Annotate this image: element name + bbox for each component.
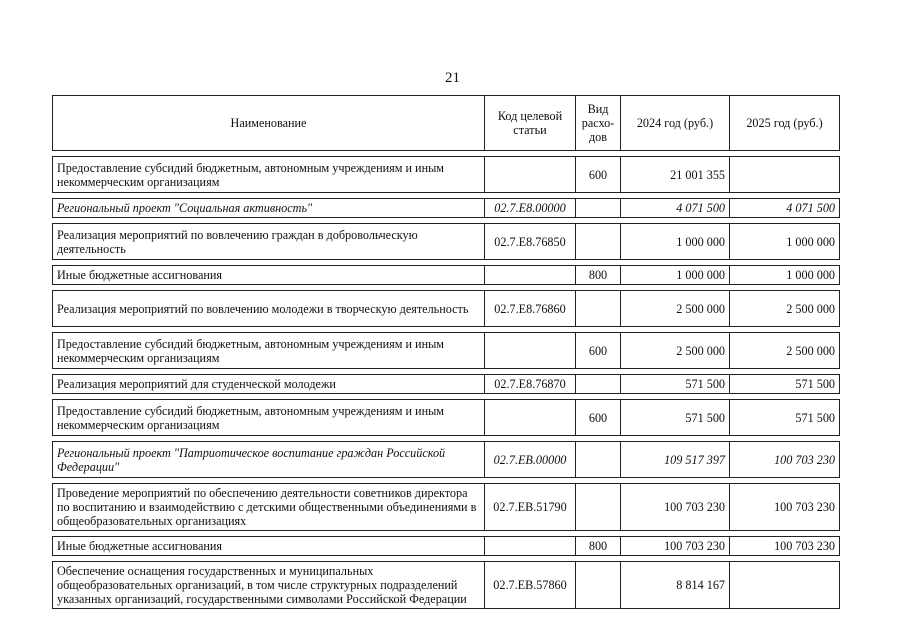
table-row [53,157,840,193]
cell-code [485,537,576,556]
cell-2025: 2 500 000 [730,291,840,327]
cell-name: Обеспечение оснащения государственных и муниципальных общеобразовательных организаций, в том числе структурных подразделений указанных организаций, государственными символами Российской Федерации [53,562,485,609]
cell-kind: 600 [576,157,621,193]
header-kind: Вид расхо-дов [576,96,621,151]
cell-2025: 100 703 230 [730,484,840,531]
cell-name: Реализация мероприятий для студенческой молодежи [53,375,485,394]
cell-name: Региональный проект "Патриотическое воспитание граждан Российской Федерации" [53,442,485,478]
cell-name: Предоставление субсидий бюджетным, автономным учреждениям и иным некоммерческим организациям [53,400,485,436]
cell-2025 [730,562,840,609]
cell-code [485,266,576,285]
cell-2024: 571 500 [621,375,730,394]
header-2025: 2025 год (руб.) [730,96,840,151]
cell-name: Реализация мероприятий по вовлечению молодежи в творческую деятельность [53,291,485,327]
cell-kind: 600 [576,333,621,369]
cell-kind: 600 [576,400,621,436]
cell-name: Иные бюджетные ассигнования [53,266,485,285]
cell-kind [576,442,621,478]
cell-2024: 109 517 397 [621,442,730,478]
cell-2025: 100 703 230 [730,442,840,478]
cell-code: 02.7.Е8.76870 [485,375,576,394]
cell-kind [576,224,621,260]
cell-2025: 100 703 230 [730,537,840,556]
table-row [53,199,840,218]
table-row [53,537,840,556]
cell-kind [576,562,621,609]
cell-name: Проведение мероприятий по обеспечению деятельности советников директора по воспитанию и взаимодействию с детскими общественными объединениями в общеобразовательных организациях [53,484,485,531]
cell-2025 [730,157,840,193]
cell-code [485,400,576,436]
cell-2024: 1 000 000 [621,266,730,285]
cell-kind [576,484,621,531]
table-row [53,291,840,327]
header-name: Наименование [53,96,485,151]
header-2024: 2024 год (руб.) [621,96,730,151]
table-row [53,562,840,609]
cell-kind: 800 [576,537,621,556]
cell-code [485,333,576,369]
cell-code: 02.7.ЕВ.51790 [485,484,576,531]
cell-name: Региональный проект "Социальная активность" [53,199,485,218]
cell-code: 02.7.Е8.76850 [485,224,576,260]
budget-table [52,95,840,609]
cell-2025: 1 000 000 [730,266,840,285]
table-row [53,266,840,285]
cell-name: Предоставление субсидий бюджетным, автономным учреждениям и иным некоммерческим организациям [53,333,485,369]
cell-2025: 1 000 000 [730,224,840,260]
cell-kind [576,199,621,218]
cell-code: 02.7.Е8.00000 [485,199,576,218]
cell-code [485,157,576,193]
cell-kind: 800 [576,266,621,285]
cell-2024: 1 000 000 [621,224,730,260]
cell-2024: 4 071 500 [621,199,730,218]
table-header-row [53,96,840,151]
cell-2024: 571 500 [621,400,730,436]
cell-name: Иные бюджетные ассигнования [53,537,485,556]
header-code: Код целевой статьи [485,96,576,151]
cell-2024: 2 500 000 [621,333,730,369]
cell-2024: 8 814 167 [621,562,730,609]
table-row [53,400,840,436]
table-row [53,375,840,394]
cell-code: 02.7.ЕВ.00000 [485,442,576,478]
cell-code: 02.7.ЕВ.57860 [485,562,576,609]
cell-2024: 100 703 230 [621,537,730,556]
cell-kind [576,375,621,394]
cell-2024: 2 500 000 [621,291,730,327]
table-row [53,224,840,260]
cell-2025: 571 500 [730,400,840,436]
table-row [53,333,840,369]
table-row [53,484,840,531]
cell-code: 02.7.Е8.76860 [485,291,576,327]
page-number: 21 [445,70,460,86]
cell-2025: 4 071 500 [730,199,840,218]
cell-name: Предоставление субсидий бюджетным, автономным учреждениям и иным некоммерческим организациям [53,157,485,193]
cell-2025: 571 500 [730,375,840,394]
cell-2024: 21 001 355 [621,157,730,193]
cell-name: Реализация мероприятий по вовлечению граждан в добровольческую деятельность [53,224,485,260]
cell-kind [576,291,621,327]
table-row [53,442,840,478]
cell-2024: 100 703 230 [621,484,730,531]
cell-2025: 2 500 000 [730,333,840,369]
